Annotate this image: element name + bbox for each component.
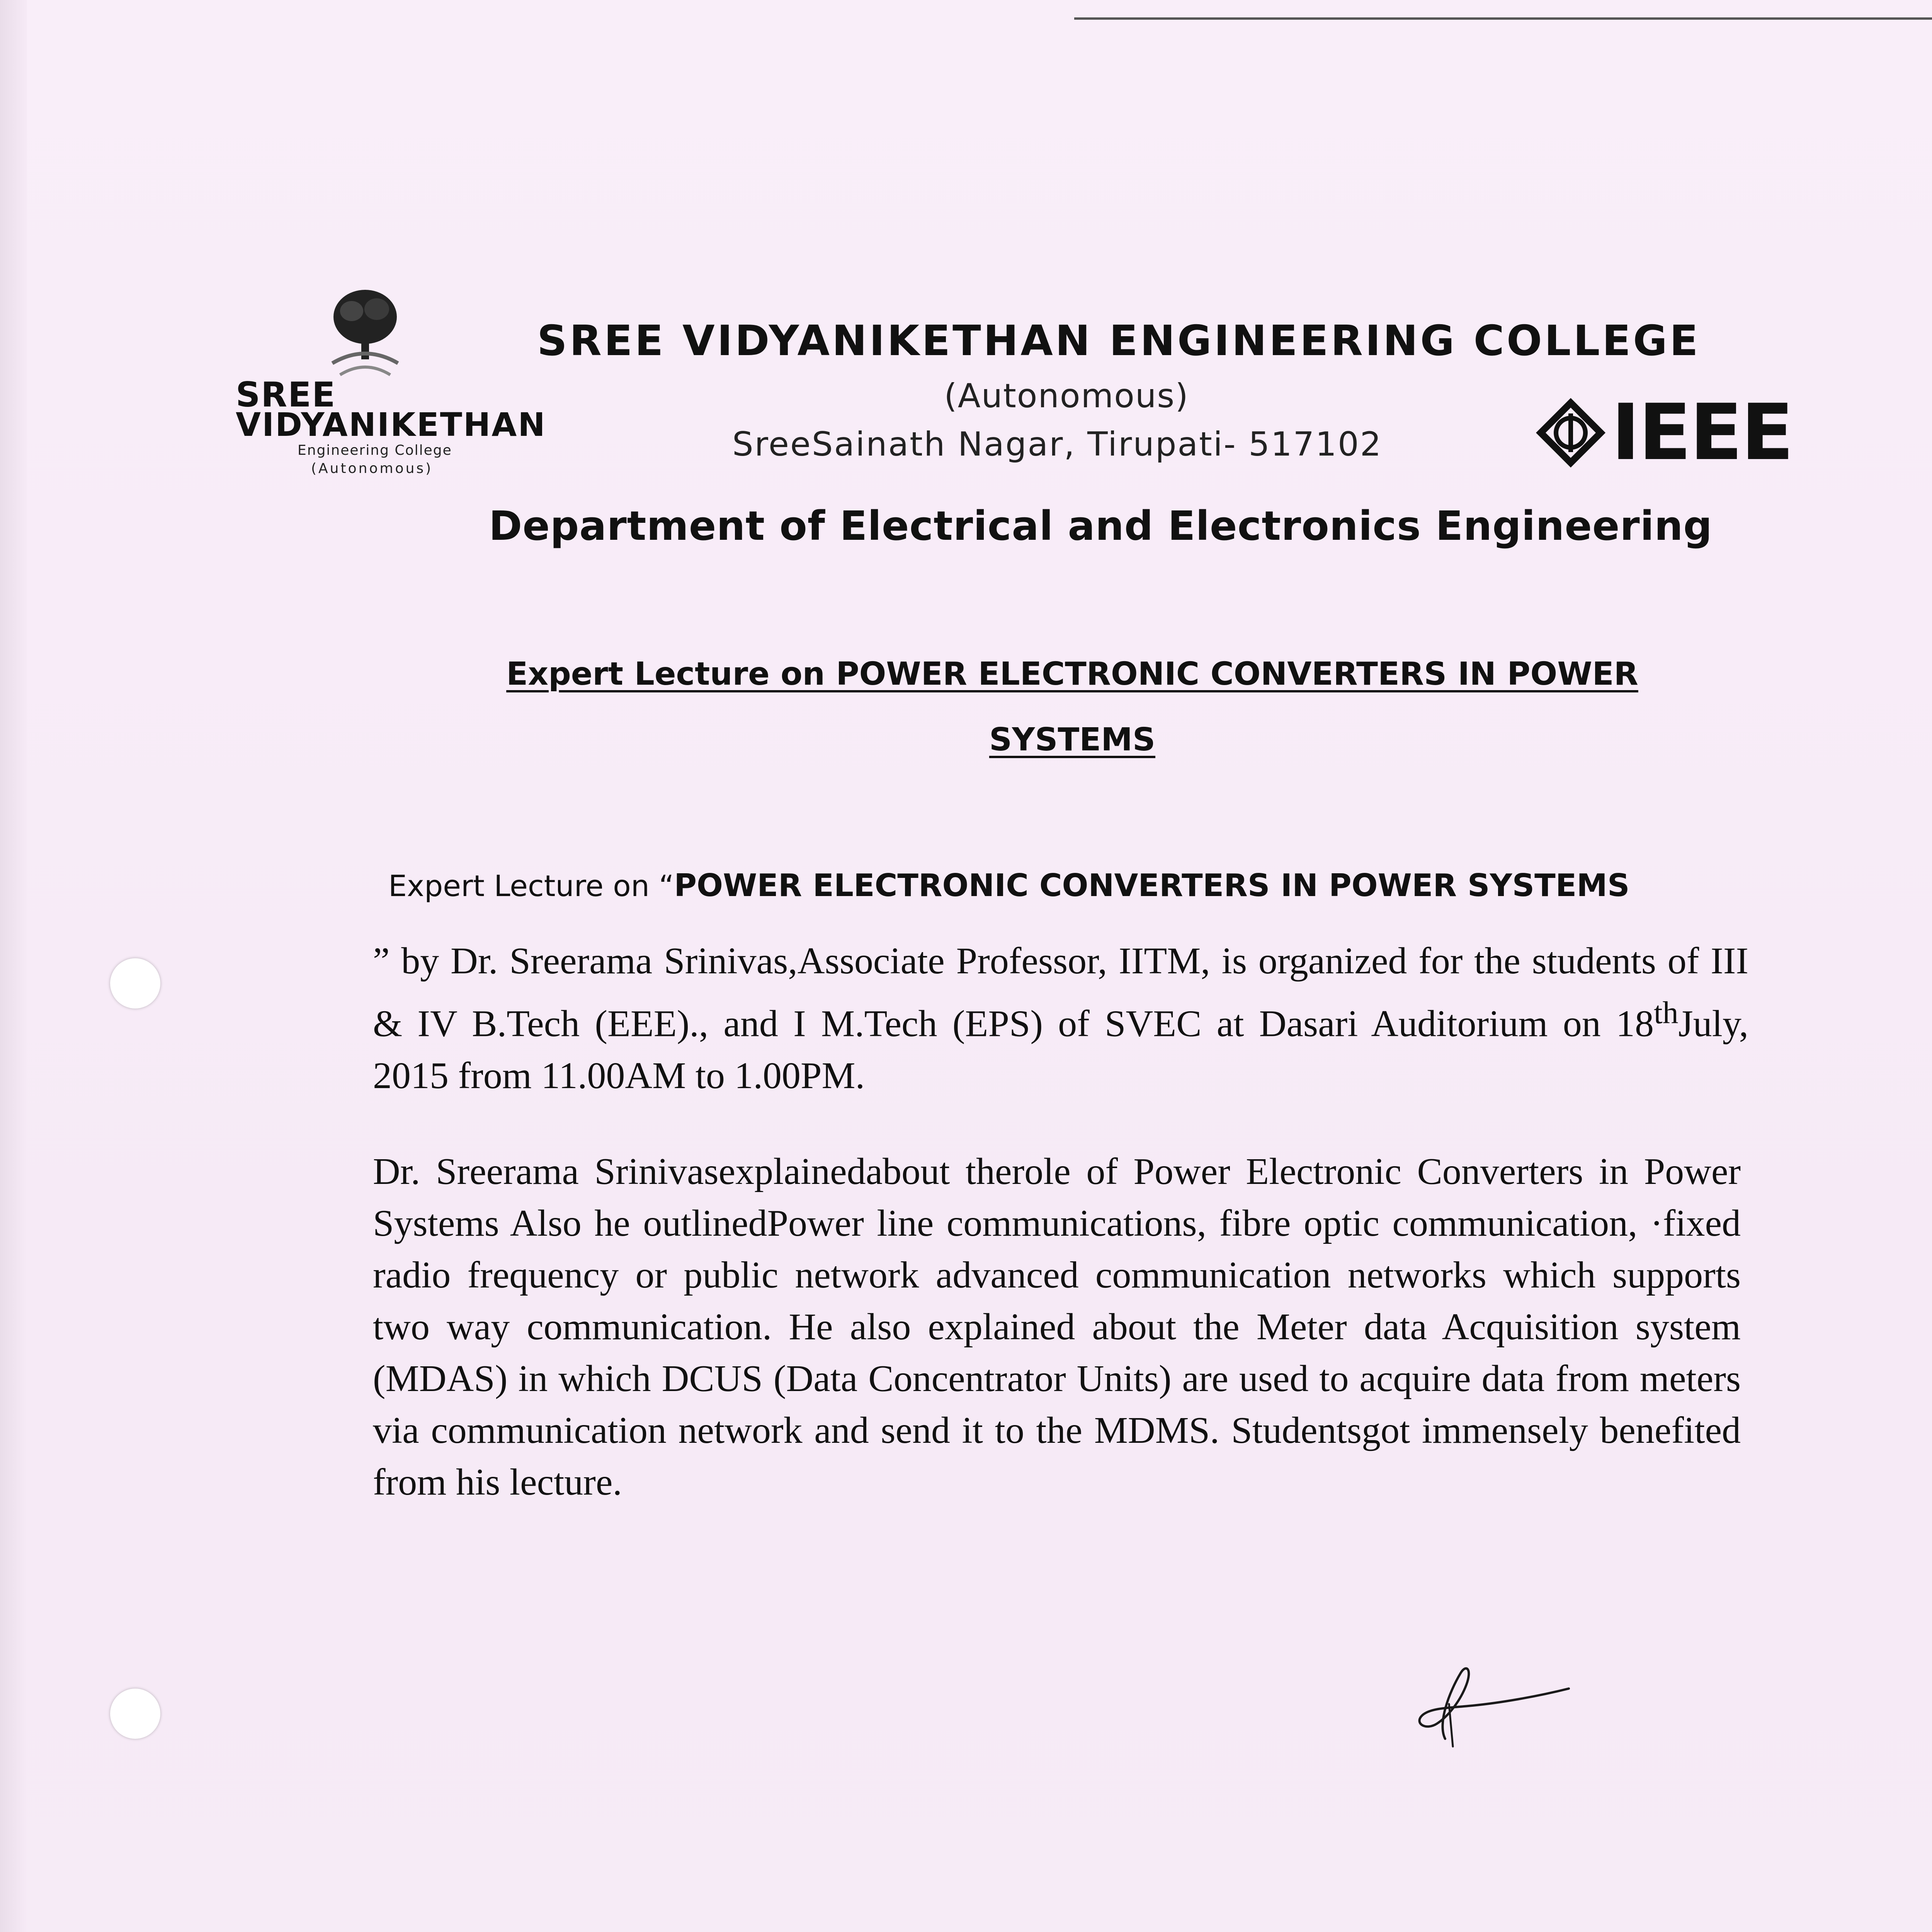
intro-topic: POWER ELECTRONIC CONVERTERS IN POWER SYSTEMS — [674, 867, 1630, 903]
event-heading-line-2: SYSTEMS — [989, 721, 1156, 758]
college-address: SreeSainath Nagar, Tirupati- 517102 — [732, 425, 1383, 464]
handwritten-signature — [1391, 1658, 1573, 1758]
intro-date-superscript: th — [1653, 995, 1679, 1030]
intro-paragraph — [373, 935, 1748, 1102]
department-name: Department of Electrical and Electronics Engineering — [489, 502, 1713, 549]
summary-paragraph: Dr. Sreerama Srinivasexplainedabout therole of Power Electronic Converters in Power Systems Also he outlinedPower line communications, fibre optic communication, ·fixed radio frequency or public network advanced communication networks which supports two way communication. He also explained about the Meter data Acquisition system (MDAS) in which DCUS (Data Concentrator Units) are used to acquire data from meters via communication network and send it to the MDMS. Studentsgot immensely benefited from his lecture. — [373, 1151, 1741, 1503]
event-heading — [469, 641, 1675, 773]
punch-hole-bottom — [110, 1689, 160, 1739]
intro-prefix: Expert Lecture on “ — [388, 869, 674, 903]
logo-subtitle-line-2: (Autonomous) — [311, 461, 433, 476]
intro-text-part-1: ” by Dr. Sreerama Srinivas,Associate Professor, IITM, is organized for the students of III & IV B.Tech (EEE)., and I M.Tech (EPS) of SVEC at Dasari Auditorium on 18 — [373, 940, 1748, 1045]
scan-left-edge — [0, 0, 27, 1932]
tree-emblem-icon — [325, 286, 406, 386]
logo-name-line-1: SREE — [236, 375, 336, 415]
punch-hole-top — [110, 958, 160, 1009]
ieee-diamond-icon — [1534, 396, 1607, 469]
ieee-logo — [1534, 386, 1793, 479]
intro-lead-line — [388, 867, 1630, 903]
ieee-logo-text: IEEE — [1611, 388, 1793, 478]
intro-text-part-2: July, 2015 from 11.00AM to 1.00PM. — [373, 1003, 1748, 1097]
logo-subtitle-line-1: Engineering College — [298, 442, 452, 458]
college-name: SREE VIDYANIKETHAN ENGINEERING COLLEGE — [537, 317, 1701, 365]
event-heading-line-1: Expert Lecture on POWER ELECTRONIC CONVERTERS IN POWER — [506, 656, 1638, 692]
top-rule-line — [1074, 17, 1932, 20]
logo-name-line-2: VIDYANIKETHAN — [236, 406, 546, 444]
autonomous-label: (Autonomous) — [944, 377, 1189, 415]
